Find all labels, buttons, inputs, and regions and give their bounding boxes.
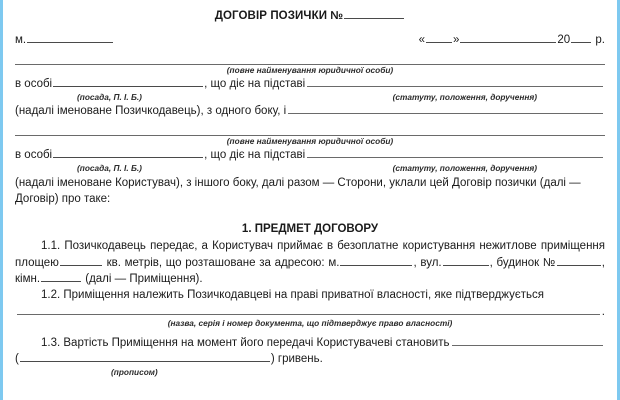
clause-1-2-number: 1.2. (41, 288, 61, 301)
premises-area-blank[interactable] (60, 255, 102, 266)
premises-street-blank[interactable] (443, 255, 489, 266)
premises-city-blank[interactable] (340, 255, 412, 266)
lender-in-person-label: в особі (15, 78, 53, 90)
date-day-blank[interactable] (426, 32, 452, 43)
place-date-row (15, 32, 605, 48)
place-city-blank[interactable] (27, 32, 113, 43)
premises-house-blank[interactable] (557, 255, 601, 266)
borrower-name-blank-start[interactable] (288, 102, 603, 114)
lender-designation-text: (надалі іменоване Позичкодавець), з одного боку, і (15, 105, 287, 117)
borrower-designation-line-1: (надалі іменоване Користувач), з іншого боку, далі разом — Сторони, уклали цей Договір позички (далі — (15, 177, 581, 189)
borrower-position-caption: (посада, П. І. Б.) (77, 163, 142, 173)
contract-number-blank[interactable] (344, 8, 404, 19)
clause-1-3-number: 1.3. (41, 337, 61, 349)
place-group (15, 32, 114, 48)
document-body (3, 0, 617, 400)
clause-1-1-text-f: , (601, 256, 605, 269)
lender-name-caption: (повне найменування юридичної особи) (226, 65, 394, 75)
document-title (15, 8, 605, 23)
borrower-in-person-label: в особі (15, 149, 53, 161)
clause-1-3-text-a: Вартість Приміщення на момент його передачі Користувачеві становить (63, 337, 450, 349)
lender-representative-blank[interactable] (53, 76, 203, 87)
cost-in-words-caption: (прописом) (111, 367, 158, 377)
clause-1-2 (15, 288, 605, 304)
borrower-basis-caption: (статуту, положення, доручення) (392, 163, 537, 173)
lender-representative-row (15, 75, 605, 92)
ownership-document-row (15, 303, 605, 318)
lender-captions-row (15, 92, 605, 102)
year-suffix: р. (595, 34, 605, 46)
clause-1-1-text-c: кв. метрів, що розташоване за адресою: м. (106, 256, 340, 269)
borrower-designation-line-2: Договір) про таке: (15, 192, 111, 205)
clause-1-3-close-paren: ) (270, 353, 275, 365)
clause-1-2-period: . (601, 306, 605, 318)
lender-name-blank[interactable] (15, 53, 605, 65)
ownership-document-blank[interactable] (17, 303, 600, 315)
lender-position-caption: (посада, П. І. Б.) (77, 92, 142, 102)
clause-1-2-text: Приміщення належить Позичкодавцеві на праві приватної власності, яке підтверджується (63, 288, 544, 301)
premises-cost-blank[interactable] (452, 334, 604, 346)
borrower-representative-row (15, 146, 605, 163)
lender-basis-blank[interactable] (307, 75, 603, 87)
clause-1-1-text-g: кімн. (15, 273, 41, 285)
clause-1-1-text-a: Позичкодавець передає, а Користувач приймає в безоплатне користування нежитлове приміщення (64, 240, 605, 252)
borrower-name-caption: (повне найменування юридичної особи) (226, 136, 394, 146)
place-label: м. (15, 34, 27, 46)
date-open-quote: « (418, 34, 425, 46)
borrower-basis-label: , що діє на підставі (204, 149, 306, 161)
date-close-quote: » (453, 34, 460, 46)
clause-1-1-text-h: (далі — Приміщення). (85, 273, 203, 285)
clause-1-3-text-b: гривень. (277, 353, 323, 365)
lender-basis-caption: (статуту, положення, доручення) (392, 92, 537, 102)
ownership-document-caption: (назва, серія і номер документа, що підтверджує право власності) (167, 318, 453, 328)
premises-room-blank[interactable] (41, 271, 81, 282)
borrower-name-blank[interactable] (15, 124, 605, 136)
lender-basis-label: , що діє на підставі (204, 78, 306, 90)
clause-1-1-text-b: площею (15, 256, 59, 269)
lender-designation-row (15, 102, 605, 119)
date-year-blank[interactable] (571, 32, 591, 43)
clause-1-1 (15, 239, 605, 288)
date-group (419, 32, 605, 48)
cost-in-words-blank[interactable] (20, 351, 270, 362)
borrower-captions-row (15, 163, 605, 173)
document-title-text: ДОГОВІР ПОЗИЧКИ № (214, 10, 344, 22)
borrower-basis-blank[interactable] (307, 146, 603, 158)
date-month-blank[interactable] (460, 32, 556, 43)
borrower-representative-blank[interactable] (53, 147, 203, 158)
year-prefix: 20 (557, 34, 571, 46)
clause-1-3-open-paren: ( (15, 353, 19, 365)
clause-1-3-line-1 (15, 334, 605, 351)
section-1-heading: 1. ПРЕДМЕТ ДОГОВОРУ (241, 223, 379, 235)
clause-1-3-line-2 (15, 351, 605, 367)
clause-1-1-text-e: , будинок № (489, 256, 556, 269)
clause-1-1-number: 1.1. (41, 240, 61, 252)
clause-1-1-text-d: , вул. (413, 256, 442, 269)
borrower-designation-paragraph (15, 176, 605, 207)
